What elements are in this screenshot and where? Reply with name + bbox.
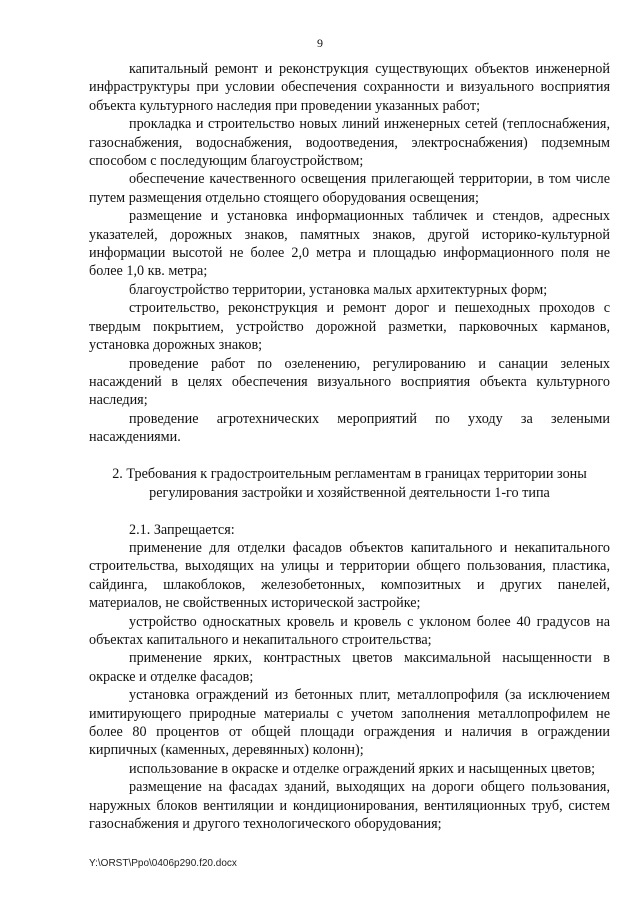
paragraph: применение ярких, контрастных цветов максимальной насыщенности в окраске и отделке фасадов; [89,650,610,685]
paragraph: размещение и установка информационных табличек и стендов, адресных указателей, дорожных знаков, памятных знаков, другой историко-культурной информации высотой не более 2,0 метра и площадью информационного поля не более 1,0 кв. метра; [89,208,610,280]
paragraph: установка ограждений из бетонных плит, металлопрофиля (за исключением имитирующего природные материалы с учетом заполнения металлопрофилем не более 80 процентов от общей площади ограждения и наличия в ограждении кирпичных (каменных, деревянных) колонн); [89,687,610,759]
paragraph: использование в окраске и отделке ограждений ярких и насыщенных цветов; [129,760,596,777]
paragraph: обеспечение качественного освещения прилегающей территории, в том числе путем размещения отдельно стоящего оборудования освещения; [89,171,610,206]
paragraph: строительство, реконструкция и ремонт дорог и пешеходных проходов с твердым покрытием, устройство дорожной разметки, парковочных карманов, установка дорожных знаков; [89,300,610,354]
subsection-heading: 2.1. Запрещается: [129,521,235,538]
paragraph: капитальный ремонт и реконструкция существующих объектов инженерной инфраструктуры при условии обеспечения сохранности и визуального восприятия объекта культурного наследия при проведении указанных работ; [89,61,610,114]
footer-file-path: Y:\ORST\Ppo\0406p290.f20.docx [89,858,237,869]
paragraph: устройство односкатных кровель и кровель с уклоном более 40 градусов на объектах капитального и некапитального строительства; [89,613,610,648]
paragraph: благоустройство территории, установка малых архитектурных форм; [129,281,548,298]
section-heading: 2. Требования к градостроительным регламентам в границах территории зоны регулирования застройки и хозяйственной деятельности 1-го типа [112,465,587,501]
spacer [89,503,610,521]
paragraph: прокладка и строительство новых линий инженерных сетей (теплоснабжения, газоснабжения, водоснабжения, водоотведения, электроснабжения) подземным способом с последующим благоустройством; [89,116,610,170]
paragraph: проведение работ по озеленению, регулированию и санации зеленых насаждений в целях обеспечения визуального восприятия объекта культурного наследия; [89,355,610,409]
paragraph: применение для отделки фасадов объектов капитального и некапитального строительства, выходящих на улицы и территории общего пользования, пластика, сайдинга, шлакоблоков, железобетонных, композитных и других панелей, материалов, не свойственных исторической застройке; [89,539,610,612]
spacer [89,447,610,465]
paragraph: размещение на фасадах зданий, выходящих на дороги общего пользования, наружных блоков вентиляции и кондиционирования, вентиляционных труб, систем газоснабжения и другого технологического оборудования; [89,779,610,833]
document-body [89,60,610,833]
paragraph: проведение агротехнических мероприятий по уходу за зелеными насаждениями. [89,410,610,446]
page-number: 9 [317,36,323,50]
